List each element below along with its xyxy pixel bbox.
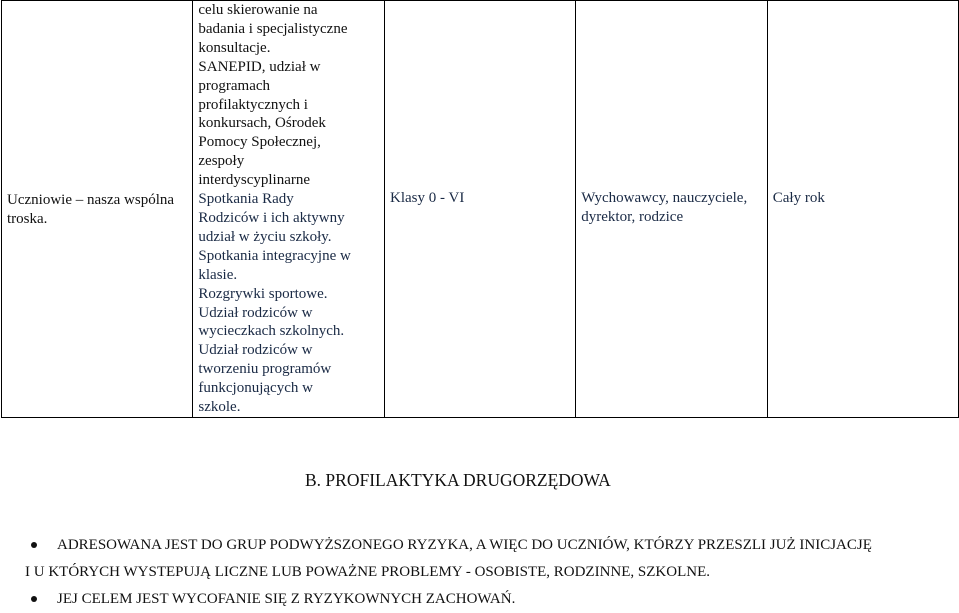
text-line: tworzeniu programów bbox=[198, 361, 332, 378]
task-cell bbox=[2, 1, 193, 418]
text-line: Rozgrywki sportowe. bbox=[198, 285, 328, 302]
text-line: wycieczkach szkolnych. bbox=[198, 323, 345, 340]
text-line: konkursach, Ośrodek bbox=[198, 115, 326, 132]
text-line: klasie. bbox=[198, 266, 238, 283]
task-text: Uczniowie – nasza wspólna troska. bbox=[7, 192, 175, 227]
text-line: Udział rodziców w bbox=[198, 304, 313, 321]
methods-text-continued bbox=[198, 1, 379, 190]
text-line: Pomocy Społecznej, bbox=[198, 134, 321, 151]
bullet-list bbox=[0, 532, 959, 613]
list-item bbox=[0, 532, 959, 586]
list-item-line: ADRESOWANA JEST DO GRUP PODWYŻSZONEGO RYZYKA, A WIĘC DO UCZNIÓW, KTÓRZY PRZESZLI JUŻ INICJACJĘ bbox=[57, 537, 872, 553]
text-line: konsultacje. bbox=[198, 39, 271, 56]
methods-cell bbox=[193, 1, 385, 418]
text-line: Spotkania integracyjne w bbox=[198, 247, 351, 264]
program-table bbox=[1, 0, 959, 418]
timeframe-cell bbox=[767, 1, 958, 418]
list-item-line: JEJ CELEM JEST WYCOFANIE SIĘ Z RYZYKOWNYCH ZACHOWAŃ. bbox=[57, 591, 516, 607]
timeframe-text: Cały rok bbox=[772, 190, 825, 206]
text-line: celu skierowanie na bbox=[198, 2, 318, 18]
text-line: interdyscyplinarne bbox=[198, 172, 311, 189]
section-heading: B. PROFILAKTYKA DRUGORZĘDOWA bbox=[305, 470, 611, 490]
text-line: Spotkania Rady bbox=[198, 191, 294, 208]
text-line: profilaktycznych i bbox=[198, 96, 308, 113]
list-item-line: I U KTÓRYCH WYSTEPUJĄ LICZNE LUB POWAŻNE PROBLEMY - OSOBISTE, RODZINNE, SZKOLNE. bbox=[25, 564, 710, 580]
text-line: badania i specjalistyczne bbox=[198, 20, 348, 37]
bullet-icon bbox=[31, 596, 37, 602]
target-group-cell bbox=[385, 1, 576, 418]
responsible-cell bbox=[576, 1, 768, 418]
text-line: programach bbox=[198, 77, 271, 94]
text-line: funkcjonujących w bbox=[198, 380, 313, 397]
bullet-icon bbox=[31, 542, 37, 548]
text-line: SANEPID, udział w bbox=[198, 58, 321, 75]
text-line: udział w życiu szkoły. bbox=[198, 228, 332, 245]
table-row bbox=[2, 1, 959, 418]
target-group-text: Klasy 0 - VI bbox=[390, 190, 465, 206]
text-line: Udział rodziców w bbox=[198, 342, 313, 359]
responsible-text: Wychowawcy, nauczyciele, dyrektor, rodzice bbox=[581, 190, 748, 225]
text-line: szkole. bbox=[198, 399, 241, 416]
methods-text-parents bbox=[198, 190, 379, 417]
list-item bbox=[0, 586, 959, 613]
text-line: Rodziców i ich aktywny bbox=[198, 209, 345, 226]
text-line: zespoły bbox=[198, 153, 245, 170]
